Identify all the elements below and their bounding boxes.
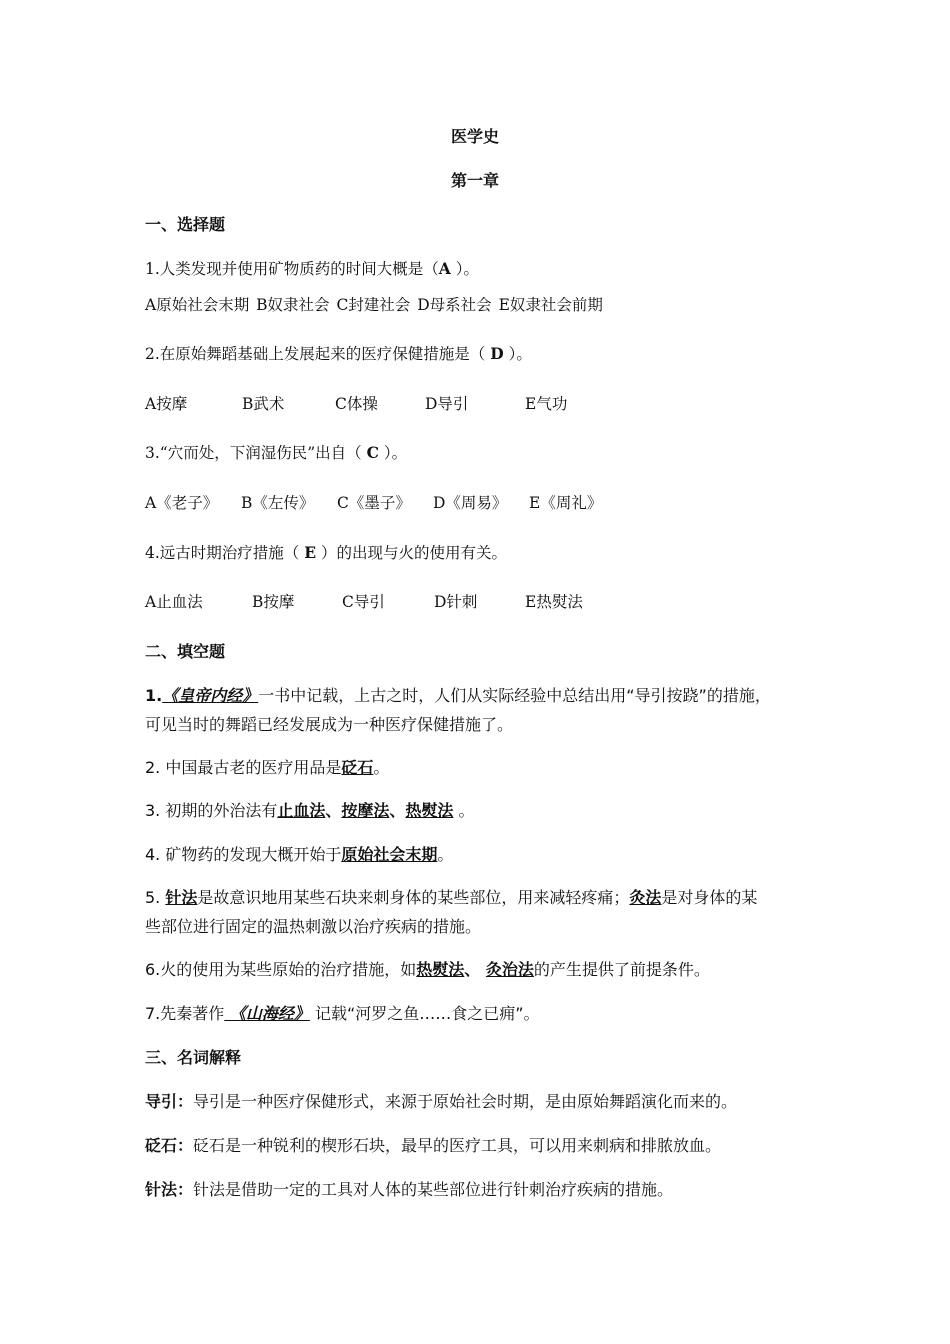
fill-2 [145,757,389,779]
question-4-answer: E [304,543,317,562]
fill-1-answer: 《皇帝内经》 [162,686,259,705]
option: C导引 [342,593,385,611]
fill-7-answer: 《山海经》 [224,1004,310,1023]
term-3-label: 针法： [145,1180,194,1199]
document-title: 医学史 [450,127,499,146]
fill-5 [145,887,757,909]
fill-5-continuation: 些部位进行固定的温热刺激以治疗疾病的措施。 [145,917,482,936]
option: C体操 [335,395,378,413]
fill-6-text: 6.火的使用为某些原始的治疗措施，如 [145,960,417,979]
question-3-text: 3.“穴而处，下润湿伤民”出自（ [145,444,367,462]
chapter-heading: 第一章 [450,171,499,190]
option: E热熨法 [525,593,583,611]
term-1 [145,1091,737,1113]
question-2-answer: D [490,344,504,363]
option: A止血法 [145,593,203,611]
fill-3 [145,800,475,822]
term-1-definition: 导引是一种医疗保健形式，来源于原始社会时期，是由原始舞蹈演化而来的。 [193,1092,738,1111]
question-3-answer: C [366,443,379,462]
fill-3-answer-2: 按摩法 [341,801,390,820]
section-heading-choice: 一、选择题 [145,215,226,234]
fill-1-text: 一书中记载，上古之时，人们从实际经验中总结出用“导引按跷”的措施， [258,686,771,705]
fill-6 [145,959,710,981]
fill-3-end: 。 [453,801,475,820]
fill-7 [145,1003,540,1025]
fill-7-text: 7.先秦著作 [145,1004,225,1023]
question-4 [145,542,507,564]
question-3-options [145,492,602,514]
question-3-end: ）。 [378,444,408,462]
fill-4-text: 4. 矿物药的发现大概开始于 [145,845,342,864]
section-heading-fill: 二、填空题 [145,642,226,661]
question-2-options [145,393,567,415]
option: A《老子》 [145,494,219,512]
fill-5-number: 5. [145,888,166,907]
fill-3-answer-1: 止血法 [277,801,326,820]
term-2-label: 砭石： [145,1136,194,1155]
term-2-definition: 砭石是一种锐利的楔形石块，最早的医疗工具，可以用来刺病和排脓放血。 [193,1136,722,1155]
option: D针刺 [434,593,478,611]
question-4-options [145,591,583,613]
fill-5-answer-2: 灸法 [629,888,662,907]
fill-3-answer-3: 热熨法 [405,801,454,820]
fill-7-end: 记载“河罗之鱼……食之已痈”。 [309,1004,540,1023]
question-2 [145,343,532,365]
option: C《墨子》 [337,494,411,512]
question-1-answer: A [438,259,451,278]
fill-4-end: 。 [437,845,454,864]
fill-6-end: 的产生提供了前提条件。 [533,960,710,979]
fill-2-answer: 砭石 [341,758,374,777]
fill-6-answer-1: 热熨法 [416,960,465,979]
fill-1 [145,685,771,707]
question-1-options: A原始社会末期 B奴隶社会 C封建社会 D母系社会 E奴隶社会前期 [145,296,603,314]
option: B武术 [242,395,285,413]
question-4-text: 4.远古时期治疗措施（ [145,544,305,562]
option: D《周易》 [433,494,508,512]
term-2 [145,1135,721,1157]
separator: 、 [464,960,486,979]
fill-5-text-2: 是对身体的某 [661,888,758,907]
question-2-text: 2.在原始舞蹈基础上发展起来的医疗保健措施是（ [145,345,491,363]
fill-3-text: 3. 初期的外治法有 [145,801,278,820]
term-1-label: 导引： [145,1092,194,1111]
fill-4 [145,844,453,866]
option: E气功 [525,395,568,413]
option: B《左传》 [241,494,315,512]
fill-5-text: 是故意识地用某些石块来刺身体的某些部位，用来减轻疼痛； [197,888,630,907]
fill-2-end: 。 [373,758,390,777]
section-heading-terms: 三、名词解释 [145,1048,242,1067]
fill-2-text: 2. 中国最古老的医疗用品是 [145,758,342,777]
fill-6-answer-2: 灸治法 [485,960,534,979]
question-4-end: ）的出现与火的使用有关。 [316,544,507,562]
option: A按摩 [145,395,188,413]
fill-4-answer: 原始社会末期 [341,845,438,864]
term-3-definition: 针法是借助一定的工具对人体的某些部位进行针刺治疗疾病的措施。 [193,1180,674,1199]
question-3 [145,442,407,464]
option: E《周礼》 [529,494,603,512]
option: D导引 [425,395,469,413]
separator: 、 [389,801,406,820]
question-2-end: ）。 [503,345,532,363]
term-3 [145,1179,673,1201]
question-1-text: 1.人类发现并使用矿物质药的时间大概是（ [145,260,439,278]
question-1 [145,258,479,280]
fill-5-answer-1: 针法 [165,888,198,907]
fill-1-continuation: 可见当时的舞蹈已经发展成为一种医疗保健措施了。 [145,715,514,734]
option: B按摩 [252,593,295,611]
question-1-end: ）。 [450,260,480,278]
separator: 、 [325,801,342,820]
fill-1-number: 1. [145,686,163,705]
